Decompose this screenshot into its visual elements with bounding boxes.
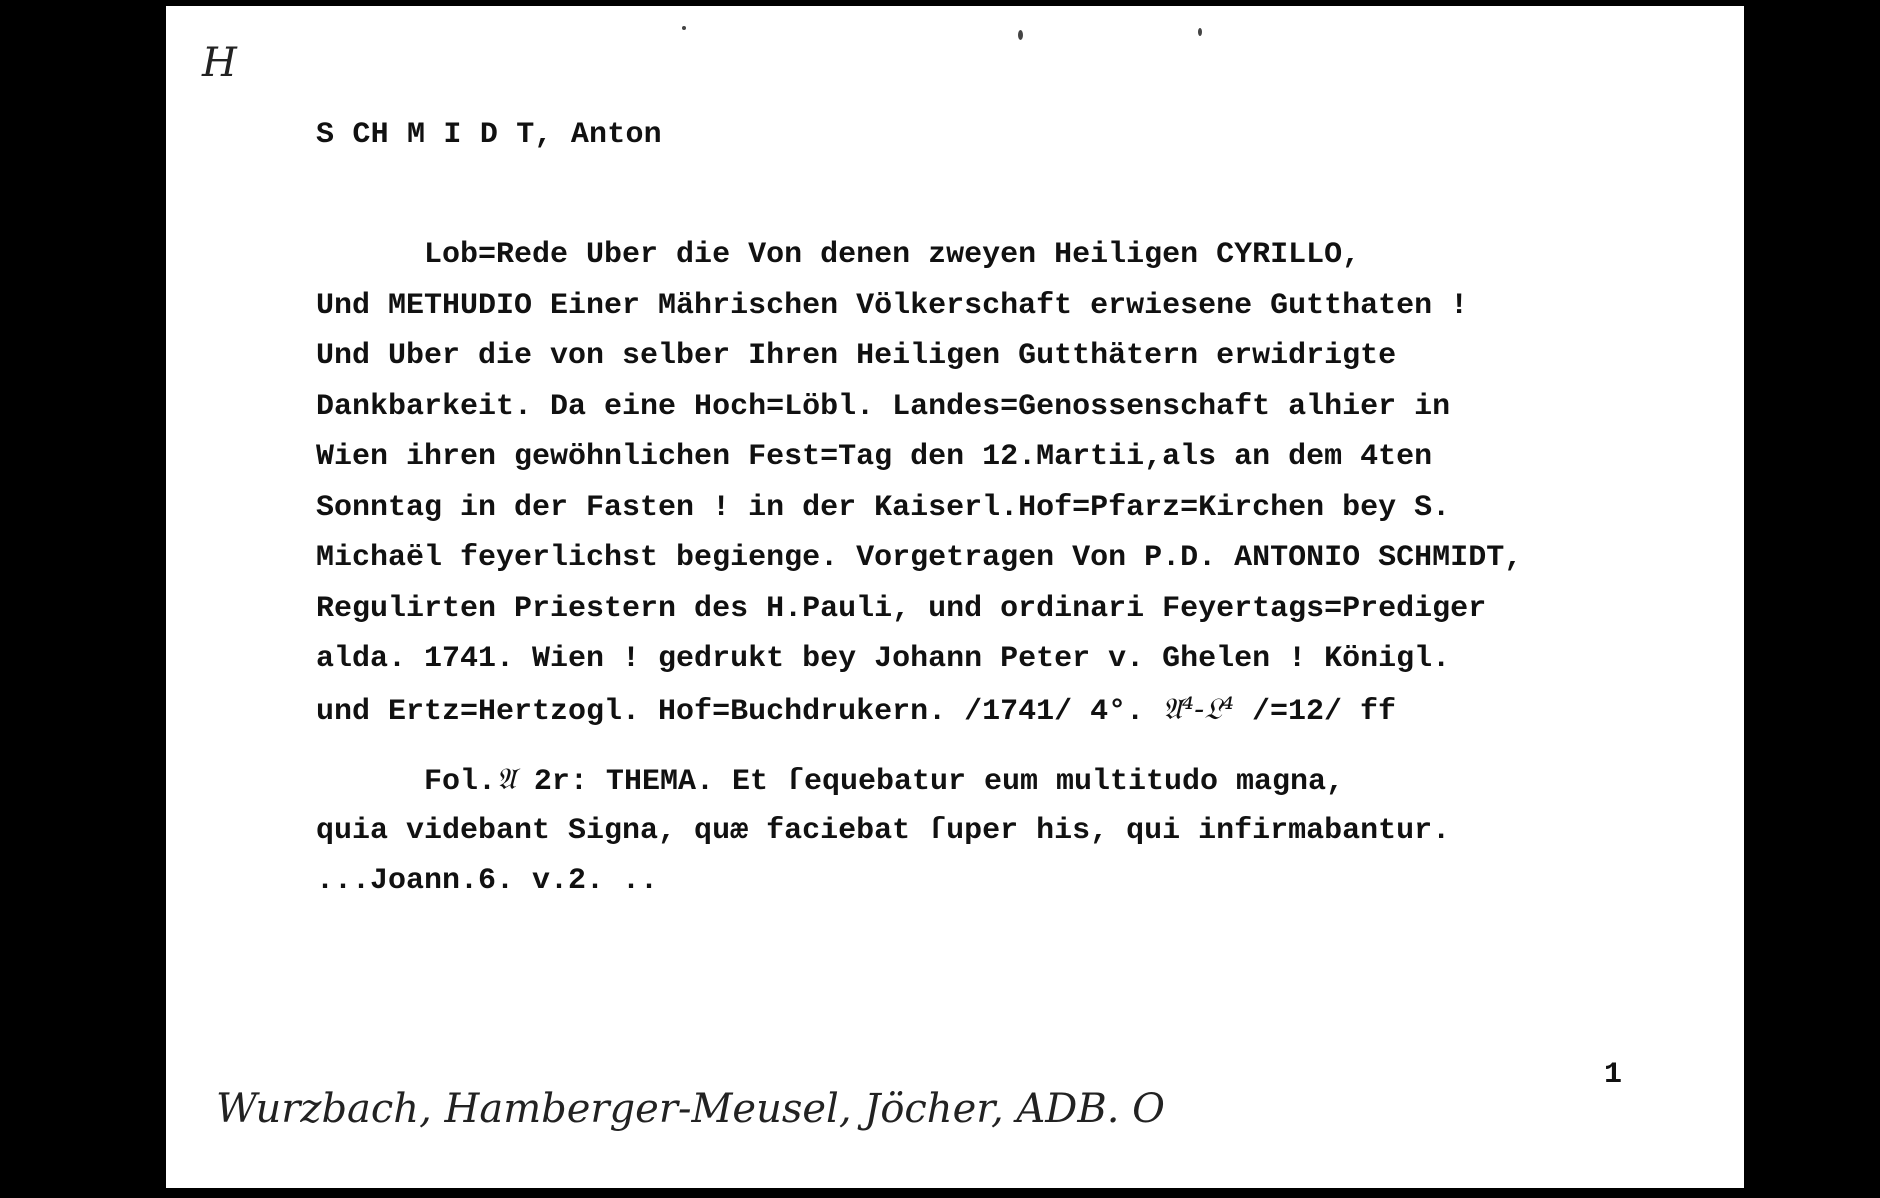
page-number: 1 xyxy=(1604,1058,1623,1092)
text-line: Dankbarkeit. Da eine Hoch=Löbl. Landes=Genossenschaft alhier in xyxy=(316,389,1451,424)
ink-speck xyxy=(1018,30,1023,40)
title-paragraph xyxy=(316,230,1522,735)
folio-handwritten: 𝔄 xyxy=(496,762,516,797)
text-line-collation xyxy=(316,685,1522,736)
text-line: ...Joann.6. v.2. .. xyxy=(316,864,659,898)
collation-typed: und Ertz=Hertzogl. Hof=Buchdrukern. /1741/ 4°. xyxy=(316,694,1145,729)
text-line: Michaël feyerlichst begienge. Vorgetragen Von P.D. ANTONIO SCHMIDT, xyxy=(316,541,1523,575)
collation-leaves: /=12/ ff xyxy=(1234,694,1397,729)
text-line: Sonntag in der Fasten ! in der Kaiserl.Hof=Pfarz=Kirchen bey S. xyxy=(316,490,1451,525)
handwritten-references: Wurzbach, Hamberger-Meusel, Jöcher, ADB. O xyxy=(216,1086,1165,1132)
text-line-folio xyxy=(316,755,1450,806)
text-line: Wien ihren gewöhnlichen Fest=Tag den 12.Martii,als an dem 4ten xyxy=(316,440,1433,474)
corner-mark: H xyxy=(202,40,237,86)
text-line: Lob=Rede Uber die Von denen zweyen Heiligen CYRILLO, xyxy=(316,238,1361,272)
collation-handwritten: 𝔄⁴-𝔏⁴ xyxy=(1162,691,1235,727)
text-line: quia videbant Signa, quæ faciebat ſuper his, qui infirmabantur. xyxy=(316,813,1451,848)
text-line: Und Uber die von selber Ihren Heiligen Gutthätern erwidrigte xyxy=(316,339,1397,373)
catalog-card xyxy=(166,6,1744,1188)
thema-paragraph xyxy=(316,755,1450,907)
folio-typed: Fol. xyxy=(316,765,497,799)
ink-speck xyxy=(682,26,686,30)
folio-thema: 2r: THEMA. Et ſequebatur eum multitudo magna, xyxy=(515,765,1345,799)
author-heading: S CH M I D T, Anton xyxy=(316,118,662,152)
text-line: alda. 1741. Wien ! gedrukt bey Johann Peter v. Ghelen ! Königl. xyxy=(316,642,1451,676)
text-line: Regulirten Priestern des H.Pauli, und ordinari Feyertags=Prediger xyxy=(316,591,1487,626)
text-line: Und METHUDIO Einer Mährischen Völkerschaft erwiesene Gutthaten ! xyxy=(316,288,1469,323)
ink-speck xyxy=(1198,28,1202,36)
